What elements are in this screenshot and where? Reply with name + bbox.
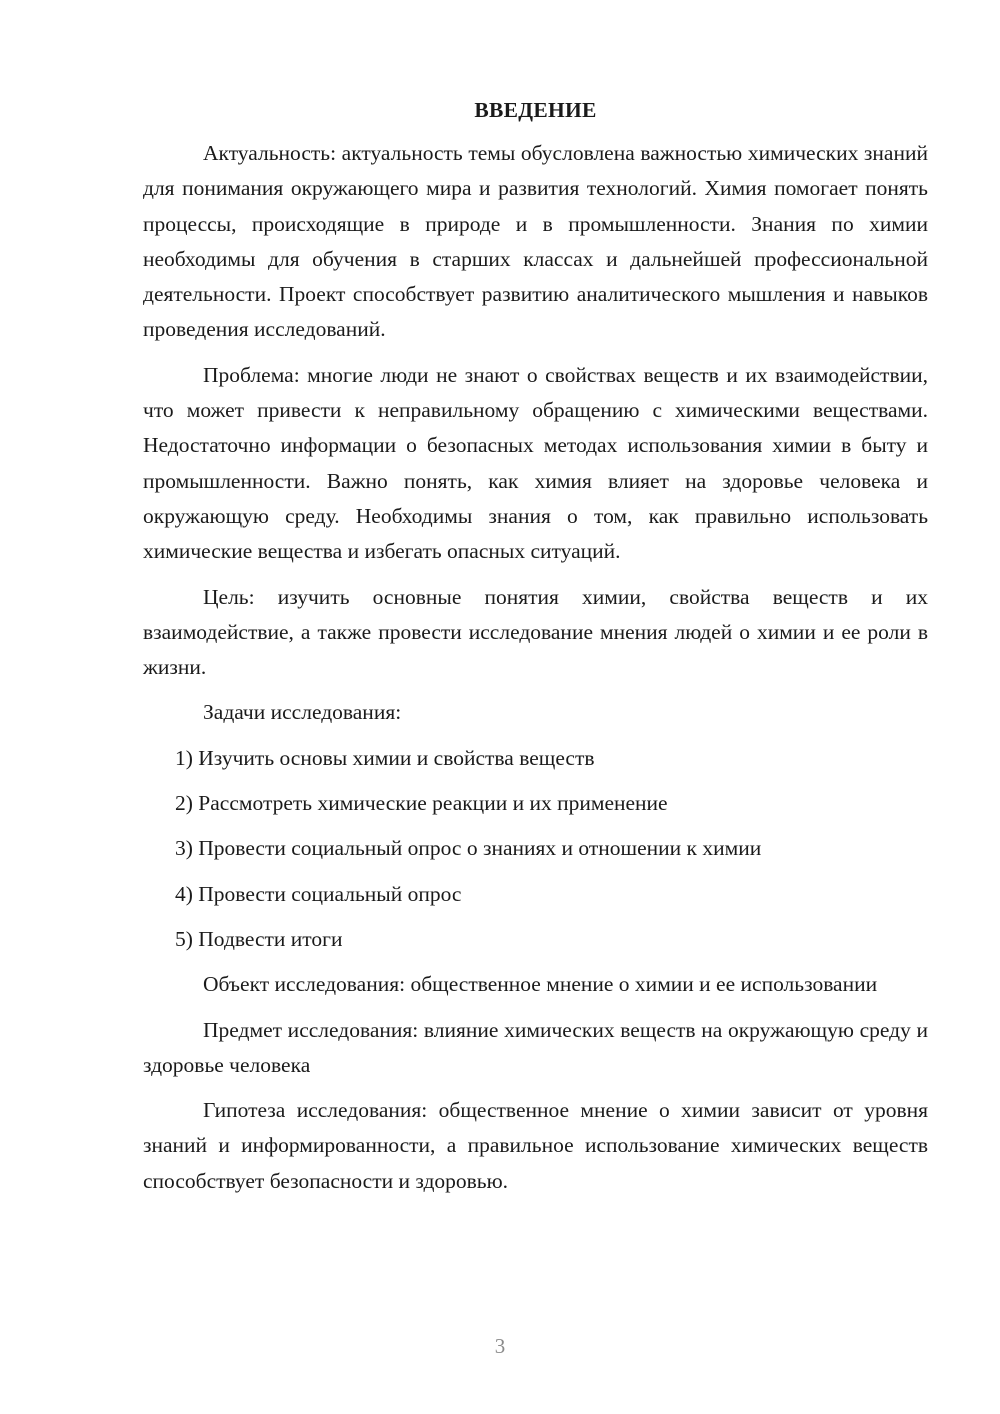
object-paragraph: Объект исследования: общественное мнение о химии и ее использовании [203, 972, 878, 997]
problem-paragraph: Проблема: многие люди не знают о свойствах веществ и их взаимодействии, что может привести к неправильному обращению с химическими веществами. Недостаточно информации о безопасных методах использования химии в быту и промышленности. Важно понять, как химия влияет на здоровье человека и окружающую среду. Необходимы знания о том, как правильно использовать химические вещества и избегать опасных ситуаций. [143, 362, 928, 564]
list-item: 4) Провести социальный опрос [175, 881, 462, 906]
document-page [143, 92, 928, 1209]
hypothesis-paragraph: Гипотеза исследования: общественное мнение о химии зависит от уровня знаний и информированности, а правильное использование химических веществ способствует безопасности и здоровью. [143, 1098, 928, 1193]
list-item: 2) Рассмотреть химические реакции и их применение [175, 791, 668, 816]
section-heading: ВВЕДЕНИЕ [474, 98, 597, 122]
task-list [143, 741, 928, 957]
tasks-title: Задачи исследования: [203, 700, 402, 725]
page-number: 3 [494, 1334, 506, 1358]
relevance-paragraph: Актуальность: актуальность темы обусловлена важностью химических знаний для понимания окружающего мира и развития технологий. Химия помогает понять процессы, происходящие в природе и в промышленности. Знания по химии необходимы для обучения в старших классах и дальнейшей профессиональной деятельности. Проект способствует развитию аналитического мышления и навыков проведения исследований. [143, 141, 928, 342]
list-item: 3) Провести социальный опрос о знаниях и отношении к химии [175, 836, 762, 861]
subject-paragraph: Предмет исследования: влияние химических веществ на окружающую среду и здоровье человека [143, 1017, 928, 1077]
list-item: 5) Подвести итоги [175, 926, 343, 951]
goal-paragraph: Цель: изучить основные понятия химии, свойства веществ и их взаимодействие, а также провести исследование мнения людей о химии и ее роли в жизни. [143, 584, 928, 680]
list-item: 1) Изучить основы химии и свойства веществ [175, 745, 595, 770]
